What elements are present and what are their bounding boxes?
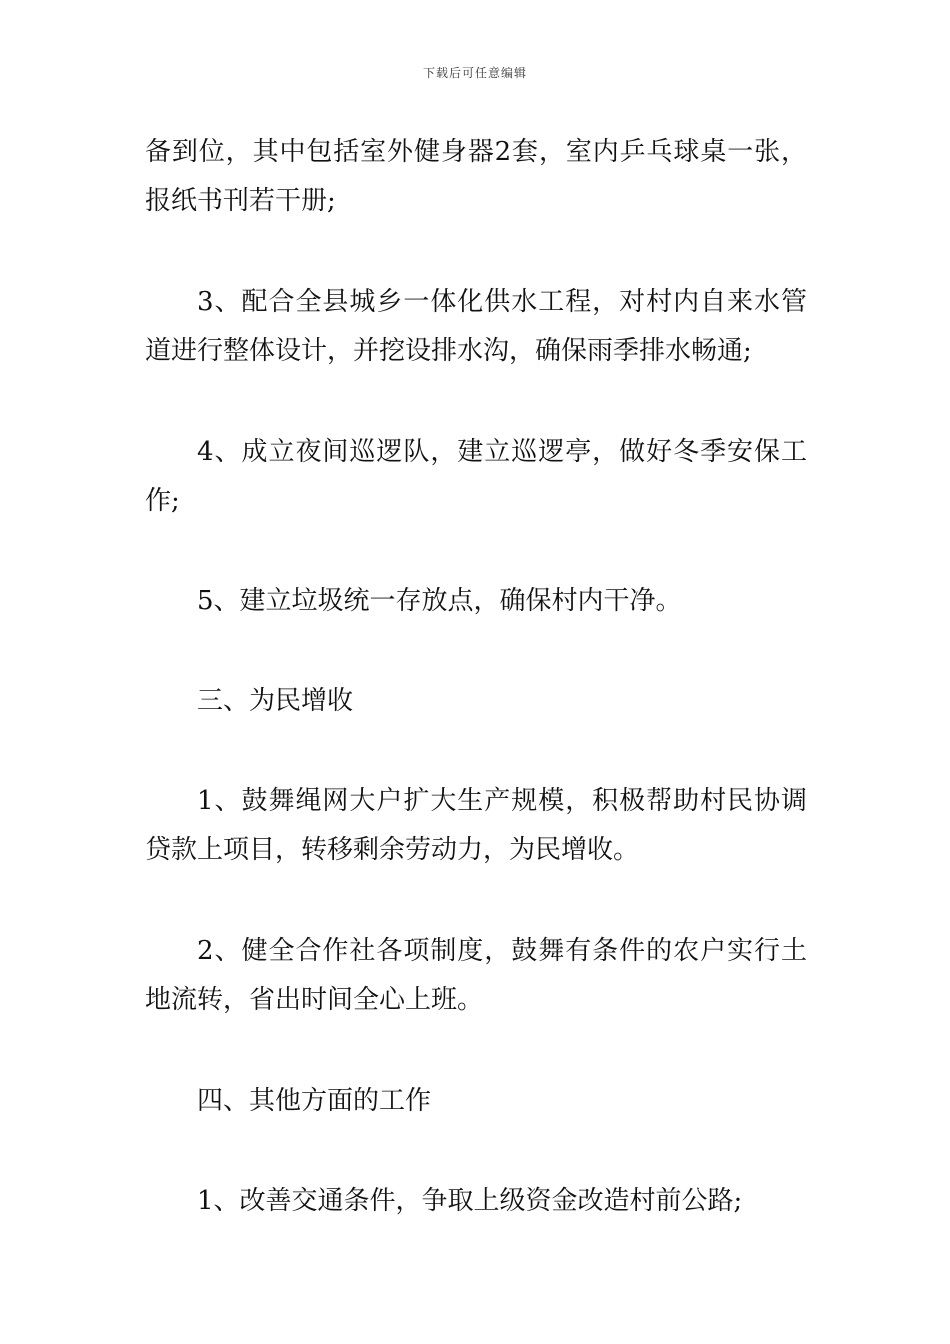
paragraph-2: 3、配合全县城乡一体化供水工程，对村内自来水管道进行整体设计，并挖设排水沟，确保雨季排水畅通;: [145, 287, 807, 366]
section-heading-4: 四、其他方面的工作: [197, 1086, 432, 1116]
paragraph-7: 1、改善交通条件，争取上级资金改造村前公路;: [197, 1186, 743, 1216]
paragraph-4: 5、建立垃圾统一存放点，确保村内干净。: [197, 586, 682, 616]
paragraph-6: 2、健全合作社各项制度，鼓舞有条件的农户实行土地流转，省出时间全心上班。: [145, 936, 807, 1015]
section-heading-3: 三、为民增收: [197, 686, 354, 716]
paragraph-5: 1、鼓舞绳网大户扩大生产规模，积极帮助村民协调贷款上项目，转移剩余劳动力，为民增收。: [145, 786, 807, 865]
paragraph-3: 4、成立夜间巡逻队，建立巡逻亭，做好冬季安保工作;: [145, 437, 807, 516]
page-header: 下载后可任意编辑: [422, 66, 527, 80]
document-body: [145, 128, 807, 1277]
paragraph-1: 备到位，其中包括室外健身器2套，室内乒乓球桌一张，报纸书刊若干册;: [145, 137, 807, 216]
